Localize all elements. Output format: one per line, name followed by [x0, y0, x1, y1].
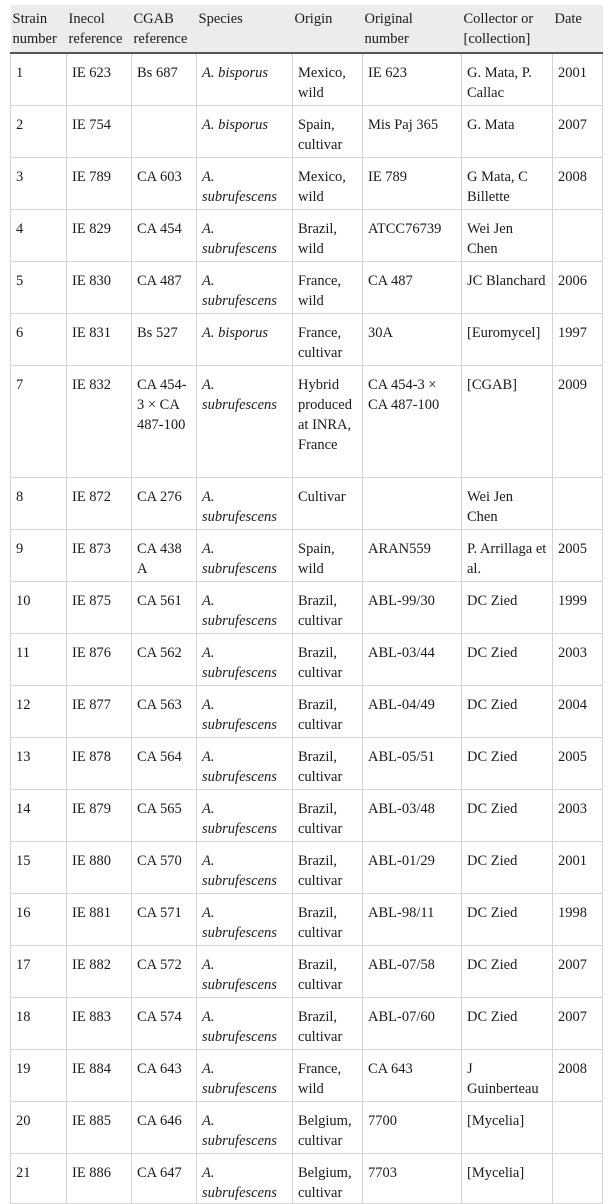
cell-origin: France, wild — [293, 1050, 363, 1102]
cell-strain-number: 9 — [11, 530, 67, 582]
cell-origin: France, cultivar — [293, 314, 363, 366]
cell-cgab-reference: CA 454-3 × CA 487-100 — [132, 366, 197, 478]
cell-date: 2005 — [553, 530, 603, 582]
cell-strain-number: 20 — [11, 1102, 67, 1154]
table-row — [11, 1050, 603, 1102]
table-row — [11, 53, 603, 106]
cell-inecol-reference: IE 884 — [67, 1050, 132, 1102]
cell-cgab-reference: CA 570 — [132, 842, 197, 894]
cell-strain-number: 12 — [11, 686, 67, 738]
cell-original-number: ATCC76739 — [363, 210, 462, 262]
cell-strain-number: 4 — [11, 210, 67, 262]
cell-date: 2008 — [553, 158, 603, 210]
table-row — [11, 314, 603, 366]
cell-collector: DC Zied — [462, 998, 553, 1050]
table-row — [11, 366, 603, 478]
cell-original-number: ABL-03/48 — [363, 790, 462, 842]
cell-cgab-reference: CA 562 — [132, 634, 197, 686]
cell-origin: Brazil, cultivar — [293, 790, 363, 842]
cell-strain-number: 1 — [11, 53, 67, 106]
cell-inecol-reference: IE 880 — [67, 842, 132, 894]
cell-date: 2009 — [553, 366, 603, 478]
cell-original-number: 7700 — [363, 1102, 462, 1154]
cell-collector: DC Zied — [462, 582, 553, 634]
cell-collector: [Mycelia] — [462, 1102, 553, 1154]
table-row — [11, 530, 603, 582]
cell-date — [553, 478, 603, 530]
cell-original-number: ABL-03/44 — [363, 634, 462, 686]
cell-inecol-reference: IE 831 — [67, 314, 132, 366]
cell-date: 2007 — [553, 998, 603, 1050]
cell-inecol-reference: IE 623 — [67, 53, 132, 106]
cell-strain-number: 7 — [11, 366, 67, 478]
cell-species: A. subrufescens — [197, 158, 293, 210]
cell-strain-number: 14 — [11, 790, 67, 842]
cell-date: 2005 — [553, 738, 603, 790]
cell-origin: Brazil, wild — [293, 210, 363, 262]
cell-inecol-reference: IE 877 — [67, 686, 132, 738]
header-strain-number: Strain number — [11, 5, 67, 53]
cell-original-number: ABL-98/11 — [363, 894, 462, 946]
cell-inecol-reference: IE 881 — [67, 894, 132, 946]
cell-collector: DC Zied — [462, 894, 553, 946]
cell-species: A. subrufescens — [197, 894, 293, 946]
cell-original-number — [363, 478, 462, 530]
cell-collector: G. Mata, P. Callac — [462, 53, 553, 106]
cell-original-number: ABL-07/60 — [363, 998, 462, 1050]
cell-inecol-reference: IE 789 — [67, 158, 132, 210]
cell-date — [553, 210, 603, 262]
cell-origin: Hybrid produced at INRA, France — [293, 366, 363, 478]
cell-species: A. subrufescens — [197, 946, 293, 998]
table-row — [11, 894, 603, 946]
cell-origin: Mexico, wild — [293, 53, 363, 106]
cell-inecol-reference: IE 878 — [67, 738, 132, 790]
cell-inecol-reference: IE 885 — [67, 1102, 132, 1154]
cell-inecol-reference: IE 879 — [67, 790, 132, 842]
cell-collector: JC Blanchard — [462, 262, 553, 314]
cell-cgab-reference: Bs 527 — [132, 314, 197, 366]
cell-collector: DC Zied — [462, 686, 553, 738]
cell-original-number: CA 454-3 × CA 487-100 — [363, 366, 462, 478]
cell-species: A. subrufescens — [197, 262, 293, 314]
header-original-number: Original number — [363, 5, 462, 53]
cell-original-number: CA 487 — [363, 262, 462, 314]
cell-inecol-reference: IE 882 — [67, 946, 132, 998]
cell-cgab-reference: CA 561 — [132, 582, 197, 634]
cell-cgab-reference: CA 603 — [132, 158, 197, 210]
cell-inecol-reference: IE 875 — [67, 582, 132, 634]
cell-collector: Wei Jen Chen — [462, 478, 553, 530]
cell-date: 1997 — [553, 314, 603, 366]
table-row — [11, 1154, 603, 1204]
cell-strain-number: 15 — [11, 842, 67, 894]
cell-origin: Cultivar — [293, 478, 363, 530]
cell-inecol-reference: IE 829 — [67, 210, 132, 262]
header-row — [11, 5, 603, 53]
table-row — [11, 158, 603, 210]
cell-date: 2007 — [553, 946, 603, 998]
cell-species: A. subrufescens — [197, 686, 293, 738]
cell-date: 1999 — [553, 582, 603, 634]
cell-cgab-reference: CA 571 — [132, 894, 197, 946]
cell-strain-number: 5 — [11, 262, 67, 314]
cell-cgab-reference: CA 564 — [132, 738, 197, 790]
cell-cgab-reference: CA 565 — [132, 790, 197, 842]
header-date: Date — [553, 5, 603, 53]
cell-collector: DC Zied — [462, 634, 553, 686]
cell-cgab-reference: CA 563 — [132, 686, 197, 738]
cell-collector: DC Zied — [462, 842, 553, 894]
cell-species: A. subrufescens — [197, 1102, 293, 1154]
cell-origin: Spain, wild — [293, 530, 363, 582]
cell-collector: P. Arrillaga et al. — [462, 530, 553, 582]
cell-date: 1998 — [553, 894, 603, 946]
strain-table — [10, 5, 603, 1204]
cell-strain-number: 13 — [11, 738, 67, 790]
table-row — [11, 738, 603, 790]
cell-collector: [CGAB] — [462, 366, 553, 478]
cell-species: A. subrufescens — [197, 1154, 293, 1204]
cell-origin: Spain, cultivar — [293, 106, 363, 158]
cell-species: A. subrufescens — [197, 210, 293, 262]
cell-species: A. subrufescens — [197, 842, 293, 894]
cell-origin: Brazil, cultivar — [293, 894, 363, 946]
table-row — [11, 478, 603, 530]
cell-cgab-reference: CA 647 — [132, 1154, 197, 1204]
cell-strain-number: 19 — [11, 1050, 67, 1102]
header-origin: Origin — [293, 5, 363, 53]
cell-original-number: ABL-99/30 — [363, 582, 462, 634]
table-row — [11, 842, 603, 894]
cell-collector: Wei Jen Chen — [462, 210, 553, 262]
cell-date: 2003 — [553, 790, 603, 842]
cell-date: 2006 — [553, 262, 603, 314]
cell-species: A. subrufescens — [197, 530, 293, 582]
cell-date — [553, 1154, 603, 1204]
cell-origin: Brazil, cultivar — [293, 998, 363, 1050]
table-row — [11, 262, 603, 314]
cell-date: 2007 — [553, 106, 603, 158]
table-row — [11, 686, 603, 738]
cell-inecol-reference: IE 832 — [67, 366, 132, 478]
table-body — [11, 53, 603, 1204]
cell-date: 2001 — [553, 53, 603, 106]
cell-original-number: ABL-05/51 — [363, 738, 462, 790]
cell-strain-number: 11 — [11, 634, 67, 686]
cell-cgab-reference: CA 646 — [132, 1102, 197, 1154]
cell-original-number: Mis Paj 365 — [363, 106, 462, 158]
cell-inecol-reference: IE 886 — [67, 1154, 132, 1204]
table-header — [11, 5, 603, 53]
header-inecol-reference: Inecol reference — [67, 5, 132, 53]
cell-origin: Brazil, cultivar — [293, 946, 363, 998]
table-row — [11, 790, 603, 842]
cell-origin: Mexico, wild — [293, 158, 363, 210]
cell-strain-number: 17 — [11, 946, 67, 998]
cell-strain-number: 10 — [11, 582, 67, 634]
cell-species: A. subrufescens — [197, 634, 293, 686]
cell-inecol-reference: IE 830 — [67, 262, 132, 314]
cell-cgab-reference: CA 276 — [132, 478, 197, 530]
cell-collector: DC Zied — [462, 946, 553, 998]
cell-origin: Belgium, cultivar — [293, 1102, 363, 1154]
cell-cgab-reference: Bs 687 — [132, 53, 197, 106]
table-row — [11, 1102, 603, 1154]
cell-strain-number: 18 — [11, 998, 67, 1050]
cell-species: A. subrufescens — [197, 790, 293, 842]
cell-original-number: 7703 — [363, 1154, 462, 1204]
cell-origin: Brazil, cultivar — [293, 686, 363, 738]
cell-strain-number: 8 — [11, 478, 67, 530]
cell-original-number: ARAN559 — [363, 530, 462, 582]
cell-strain-number: 2 — [11, 106, 67, 158]
cell-cgab-reference: CA 438 A — [132, 530, 197, 582]
cell-species: A. subrufescens — [197, 998, 293, 1050]
cell-species: A. subrufescens — [197, 738, 293, 790]
cell-original-number: ABL-04/49 — [363, 686, 462, 738]
cell-origin: Belgium, cultivar — [293, 1154, 363, 1204]
cell-origin: Brazil, cultivar — [293, 634, 363, 686]
cell-species: A. subrufescens — [197, 478, 293, 530]
header-collector: Collector or [collection] — [462, 5, 553, 53]
cell-collector: J Guinberteau — [462, 1050, 553, 1102]
cell-date: 2004 — [553, 686, 603, 738]
table-row — [11, 946, 603, 998]
cell-date: 2003 — [553, 634, 603, 686]
cell-date: 2001 — [553, 842, 603, 894]
cell-origin: Brazil, cultivar — [293, 582, 363, 634]
table-row — [11, 998, 603, 1050]
cell-species: A. bisporus — [197, 106, 293, 158]
cell-species: A. bisporus — [197, 314, 293, 366]
table-row — [11, 634, 603, 686]
cell-inecol-reference: IE 754 — [67, 106, 132, 158]
table-row — [11, 106, 603, 158]
cell-origin: Brazil, cultivar — [293, 842, 363, 894]
cell-inecol-reference: IE 872 — [67, 478, 132, 530]
header-cgab-reference: CGAB reference — [132, 5, 197, 53]
cell-cgab-reference: CA 454 — [132, 210, 197, 262]
cell-collector: G. Mata — [462, 106, 553, 158]
cell-original-number: ABL-07/58 — [363, 946, 462, 998]
cell-original-number: IE 789 — [363, 158, 462, 210]
cell-cgab-reference: CA 574 — [132, 998, 197, 1050]
cell-origin: Brazil, cultivar — [293, 738, 363, 790]
cell-cgab-reference — [132, 106, 197, 158]
cell-collector: [Euromycel] — [462, 314, 553, 366]
cell-strain-number: 6 — [11, 314, 67, 366]
cell-species: A. subrufescens — [197, 1050, 293, 1102]
table-row — [11, 210, 603, 262]
cell-collector: G Mata, C Billette — [462, 158, 553, 210]
cell-inecol-reference: IE 883 — [67, 998, 132, 1050]
cell-original-number: ABL-01/29 — [363, 842, 462, 894]
cell-collector: DC Zied — [462, 790, 553, 842]
cell-cgab-reference: CA 643 — [132, 1050, 197, 1102]
cell-strain-number: 21 — [11, 1154, 67, 1204]
cell-cgab-reference: CA 572 — [132, 946, 197, 998]
cell-date — [553, 1102, 603, 1154]
cell-original-number: 30A — [363, 314, 462, 366]
cell-species: A. bisporus — [197, 53, 293, 106]
cell-species: A. subrufescens — [197, 366, 293, 478]
cell-inecol-reference: IE 876 — [67, 634, 132, 686]
cell-collector: [Mycelia] — [462, 1154, 553, 1204]
cell-date: 2008 — [553, 1050, 603, 1102]
cell-species: A. subrufescens — [197, 582, 293, 634]
cell-collector: DC Zied — [462, 738, 553, 790]
cell-original-number: CA 643 — [363, 1050, 462, 1102]
cell-cgab-reference: CA 487 — [132, 262, 197, 314]
cell-strain-number: 3 — [11, 158, 67, 210]
table-row — [11, 582, 603, 634]
cell-origin: France, wild — [293, 262, 363, 314]
cell-strain-number: 16 — [11, 894, 67, 946]
cell-original-number: IE 623 — [363, 53, 462, 106]
cell-inecol-reference: IE 873 — [67, 530, 132, 582]
header-species: Species — [197, 5, 293, 53]
